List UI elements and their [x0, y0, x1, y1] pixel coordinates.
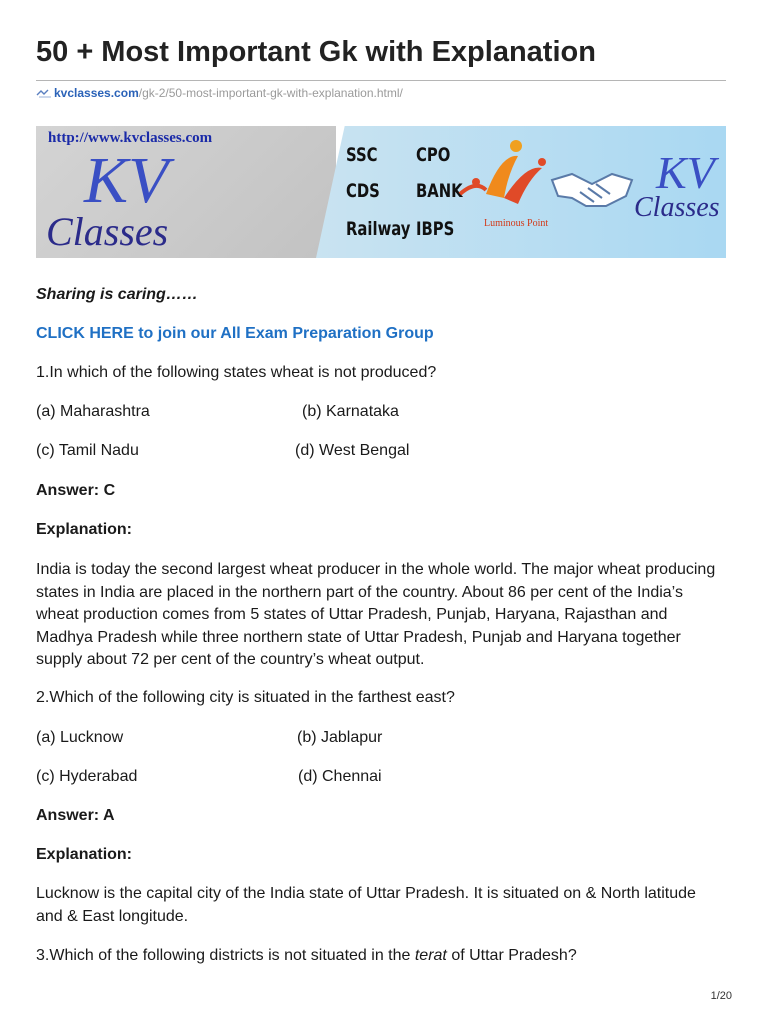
source-domain-link[interactable]: kvclasses.com — [54, 86, 139, 100]
banner-classes-logo-secondary: Classes — [634, 192, 720, 223]
question-1-option-d: (d) West Bengal — [295, 442, 410, 459]
luminous-point-logo-icon — [456, 134, 546, 223]
luminous-point-label: Luminous Point — [484, 218, 549, 229]
sharing-text: Sharing is caring…… — [36, 286, 198, 303]
link-icon — [36, 87, 52, 101]
join-group-link[interactable]: CLICK HERE to join our All Exam Preparation Group — [36, 325, 434, 342]
question-2-answer: Answer: A — [36, 807, 115, 824]
question-1-explanation-label: Explanation: — [36, 521, 133, 538]
exam-label: SSC — [346, 144, 378, 166]
question-1: 1.In which of the following states wheat is not produced? — [36, 364, 437, 381]
question-3-italic-term: terat — [414, 947, 447, 964]
question-1-option-b: (b) Karnataka — [302, 403, 399, 420]
question-2-option-a: (a) Lucknow — [36, 729, 124, 746]
question-3 — [36, 945, 577, 967]
banner-kv-logo-secondary: KV — [656, 147, 715, 198]
exam-label: BANK — [416, 180, 463, 202]
question-2-explanation: Lucknow is the capital city of the India state of Uttar Pradesh. It is situated on & North latitude and & East longitude. — [36, 885, 696, 925]
question-3-text-end: of Uttar Pradesh? — [446, 947, 577, 964]
question-3-text: 3.Which of the following districts is not situated in the — [36, 947, 415, 964]
source-url[interactable] — [36, 86, 403, 101]
question-2-option-d: (d) Chennai — [298, 768, 382, 785]
page-title: 50 + Most Important Gk with Explanation — [36, 36, 596, 68]
banner-kv-logo: KV — [84, 144, 169, 217]
question-1-option-a: (a) Maharashtra — [36, 403, 150, 420]
banner-classes-logo: Classes — [46, 209, 169, 254]
exam-label: IBPS — [416, 218, 455, 240]
exam-label: Railway — [346, 218, 411, 240]
question-1-option-c: (c) Tamil Nadu — [36, 442, 139, 459]
question-1-explanation: India is today the second largest wheat producer in the whole world. The major wheat producing states in India are placed in the northern part of the country. About 86 per cent of the India’s wheat production comes from 5 states of Uttar Pradesh, Punjab, Haryana, Rajasthan and Madhya Pradesh while three northern state of Uttar Pradesh, Punjab and Haryana together supply about 72 per cent of the country’s wheat output. — [36, 561, 716, 668]
handshake-icon — [550, 166, 634, 217]
question-2-option-b: (b) Jablapur — [297, 729, 383, 746]
title-divider — [36, 80, 726, 81]
exam-label: CDS — [346, 180, 380, 202]
question-2: 2.Which of the following city is situated in the farthest east? — [36, 689, 455, 706]
banner-url-text: http://www.kvclasses.com — [48, 130, 213, 146]
kv-classes-banner[interactable] — [36, 126, 726, 258]
exam-label: CPO — [416, 144, 451, 166]
question-2-option-c: (c) Hyderabad — [36, 768, 138, 785]
page-number: 1/20 — [710, 990, 732, 1002]
question-2-explanation-label: Explanation: — [36, 846, 133, 863]
question-1-answer: Answer: C — [36, 482, 116, 499]
source-path: /gk-2/50-most-important-gk-with-explanation.html/ — [138, 86, 403, 100]
